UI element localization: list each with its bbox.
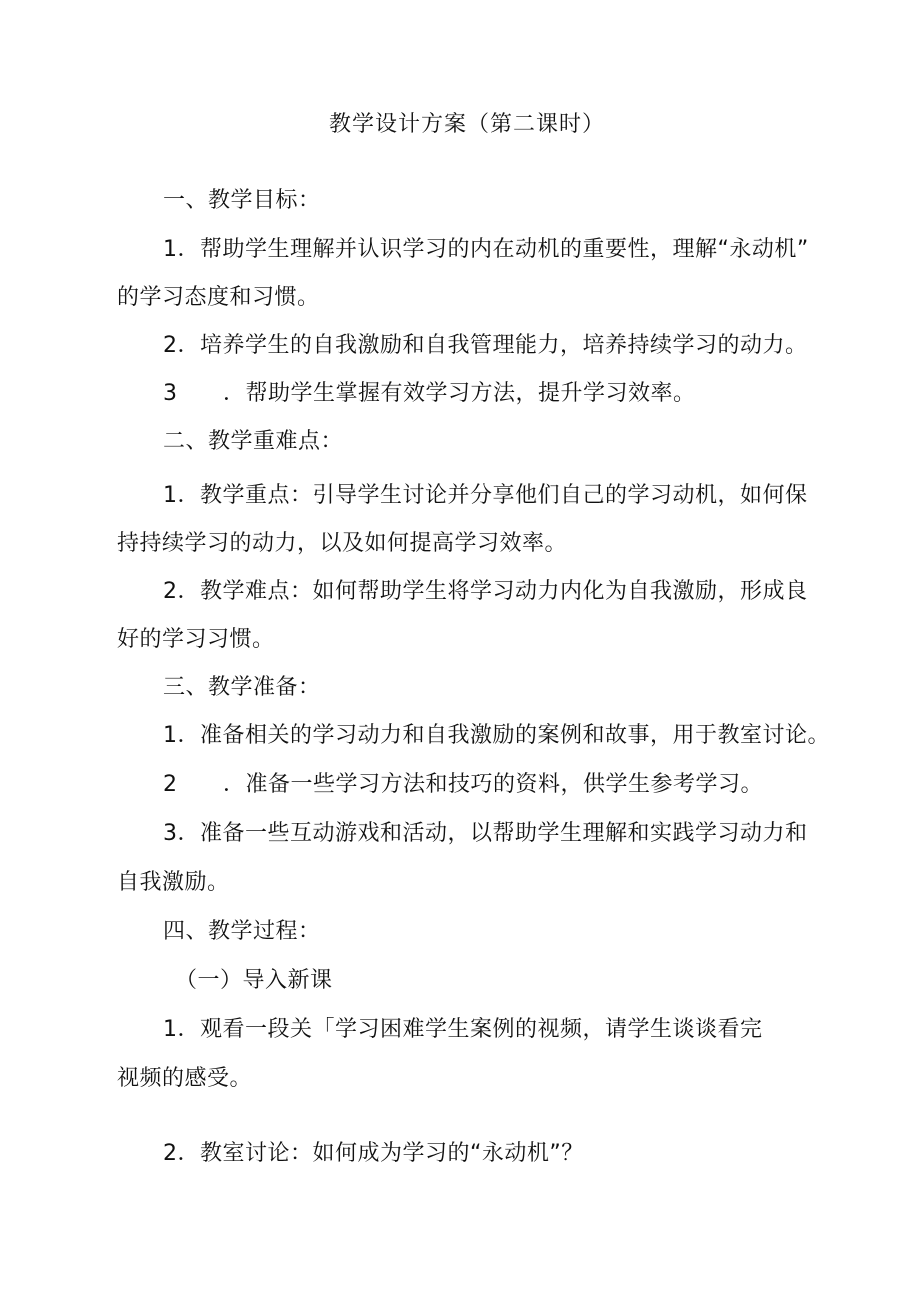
preparation-3-line-1: 3．准备一些互动游戏和活动，以帮助学生理解和实践学习动力和 bbox=[163, 821, 808, 846]
key-point-2-line-2: 好的学习习惯。 bbox=[117, 627, 275, 652]
objective-1-line-2: 的学习态度和习惯。 bbox=[117, 285, 320, 310]
section-heading-process: 四、教学过程： bbox=[163, 919, 321, 944]
objective-1-line-1: 1．帮助学生理解并认识学习的内在动机的重要性，理解“永动机” bbox=[163, 237, 809, 262]
preparation-2-text: ．准备一些学习方法和技巧的资料，供学生参考学习。 bbox=[223, 772, 764, 797]
section-heading-objectives: 一、教学目标： bbox=[163, 188, 321, 213]
objective-3-number: 3 bbox=[163, 381, 178, 406]
objective-3-text: ．帮助学生掌握有效学习方法，提升学习效率。 bbox=[223, 381, 696, 406]
key-point-1-line-1: 1．教学重点：引导学生讨论并分享他们自己的学习动机，如何保 bbox=[163, 483, 808, 508]
preparation-2-number: 2 bbox=[163, 772, 178, 797]
key-point-1-line-2: 持持续学习的动力，以及如何提高学习效率。 bbox=[117, 531, 568, 556]
objective-2: 2．培养学生的自我激励和自我管理能力，培养持续学习的动力。 bbox=[163, 333, 808, 358]
process-1-line-1: 1．观看一段关「学习困难学生案例的视频，请学生谈谈看完 bbox=[163, 1017, 763, 1042]
process-subheading: （一）导入新课 bbox=[175, 968, 333, 993]
preparation-3-line-2: 自我激励。 bbox=[117, 870, 230, 895]
section-heading-preparation: 三、教学准备： bbox=[163, 675, 321, 700]
key-point-2-line-1: 2．教学难点：如何帮助学生将学习动力内化为自我激励，形成良 bbox=[163, 579, 808, 604]
document-title: 教学设计方案（第二课时） bbox=[329, 112, 606, 137]
process-1-line-2: 视频的感受。 bbox=[117, 1066, 253, 1091]
preparation-1: 1．准备相关的学习动力和自我激励的案例和故事，用于教室讨论。 bbox=[163, 723, 830, 748]
process-2: 2．教室讨论：如何成为学习的“永动机”？ bbox=[163, 1141, 584, 1166]
section-heading-key-points: 二、教学重难点： bbox=[163, 429, 344, 454]
